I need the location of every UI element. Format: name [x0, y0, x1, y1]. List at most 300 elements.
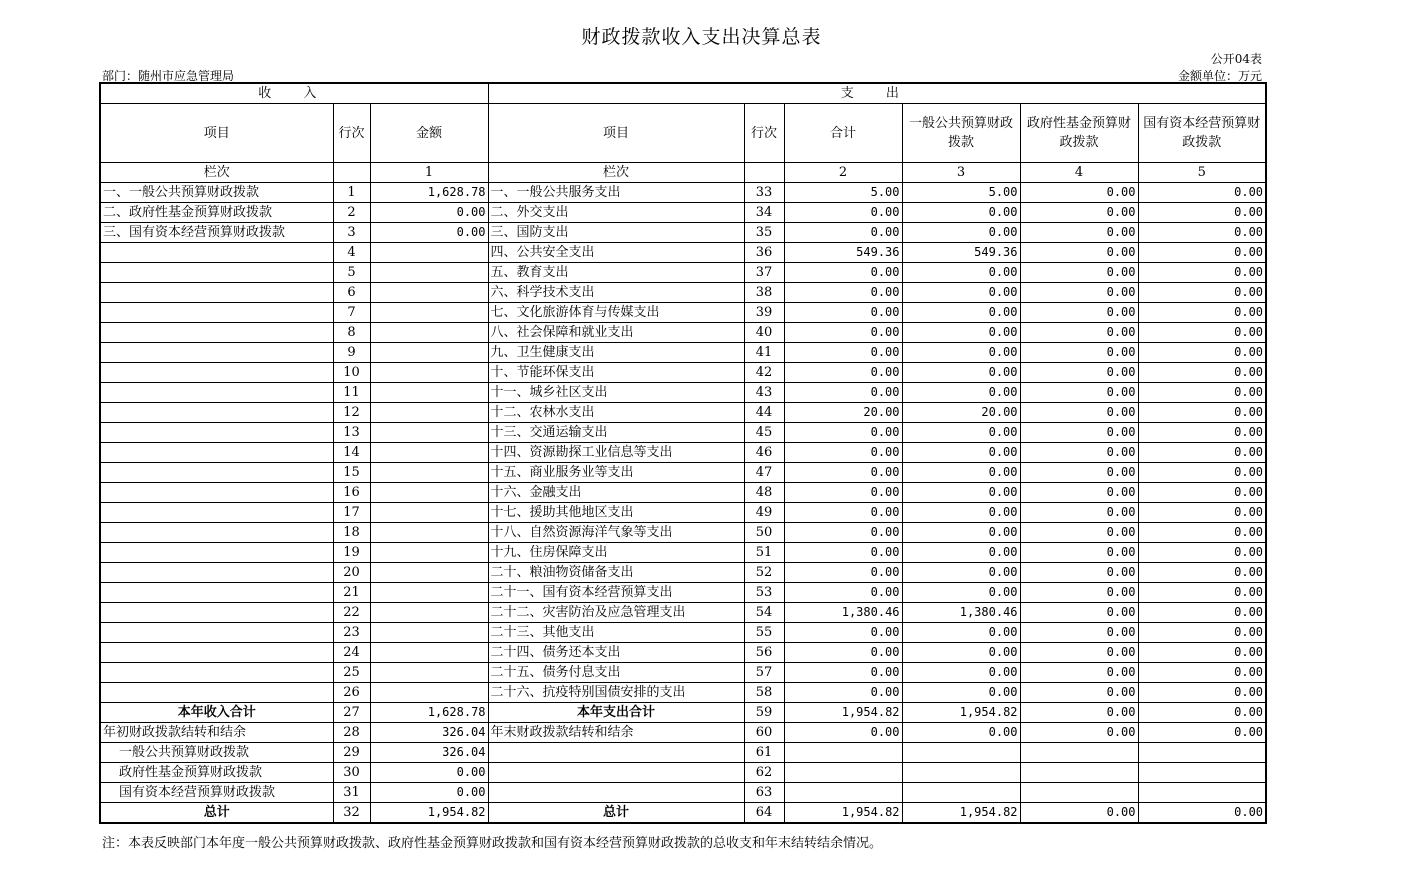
expense-state-cell: 0.00 — [1138, 283, 1266, 303]
table-row — [100, 503, 1266, 523]
expense-fund-cell: 0.00 — [1020, 623, 1138, 643]
table-row — [100, 543, 1266, 563]
expense-total-cell: 0.00 — [784, 643, 902, 663]
expense-general-cell: 0.00 — [902, 363, 1020, 383]
header-amount: 金额 — [370, 104, 488, 163]
expense-general-cell: 0.00 — [902, 223, 1020, 243]
income-amount-cell — [370, 383, 488, 403]
unit-label: 金额单位：万元 — [1177, 69, 1262, 83]
section-income: 收 入 — [100, 83, 488, 104]
expense-total-cell — [784, 763, 902, 783]
expense-fund-cell: 0.00 — [1020, 563, 1138, 583]
expense-fund-cell: 0.00 — [1020, 403, 1138, 423]
expense-state-cell: 0.00 — [1138, 603, 1266, 623]
expense-general-cell: 0.00 — [902, 303, 1020, 323]
table-row — [100, 303, 1266, 323]
footnote: 注：本表反映部门本年度一般公共预算财政拨款、政府性基金预算财政拨款和国有资本经营预算财政拨款的总收支和年末结转结余情况。 — [102, 836, 883, 851]
expense-general-cell: 549.36 — [902, 243, 1020, 263]
expense-fund-cell: 0.00 — [1020, 223, 1138, 243]
table-row — [100, 243, 1266, 263]
expense-general-cell: 0.00 — [902, 663, 1020, 683]
income-item-cell — [100, 323, 333, 343]
expense-general-cell: 1,380.46 — [902, 603, 1020, 623]
expense-state-cell: 0.00 — [1138, 583, 1266, 603]
expense-row-no-cell: 36 — [744, 243, 784, 263]
income-item-cell — [100, 503, 333, 523]
income-item-cell — [100, 603, 333, 623]
header-general: 一般公共预算财政拨款 — [902, 104, 1020, 163]
expense-fund-cell: 0.00 — [1020, 683, 1138, 703]
income-amount-cell: 1,954.82 — [370, 803, 488, 824]
expense-state-cell — [1138, 743, 1266, 763]
expense-general-cell: 0.00 — [902, 503, 1020, 523]
expense-item-cell: 五、教育支出 — [488, 263, 744, 283]
expense-total-cell: 0.00 — [784, 303, 902, 323]
income-item-cell: 国有资本经营预算财政拨款 — [100, 783, 333, 803]
expense-row-no-cell: 48 — [744, 483, 784, 503]
expense-fund-cell: 0.00 — [1020, 363, 1138, 383]
expense-state-cell: 0.00 — [1138, 303, 1266, 323]
expense-general-cell: 0.00 — [902, 483, 1020, 503]
lanci-row — [100, 163, 1266, 183]
expense-item-cell: 十、节能环保支出 — [488, 363, 744, 383]
expense-fund-cell: 0.00 — [1020, 643, 1138, 663]
expense-fund-cell: 0.00 — [1020, 323, 1138, 343]
income-row-no-cell: 13 — [333, 423, 370, 443]
expense-total-cell: 0.00 — [784, 223, 902, 243]
expense-total-cell: 0.00 — [784, 203, 902, 223]
department-label: 部门：随州市应急管理局 — [102, 69, 235, 83]
expense-general-cell: 0.00 — [902, 423, 1020, 443]
table-row — [100, 643, 1266, 663]
expense-item-cell: 十三、交通运输支出 — [488, 423, 744, 443]
expense-item-cell: 十一、城乡社区支出 — [488, 383, 744, 403]
expense-general-cell: 0.00 — [902, 283, 1020, 303]
income-row-no-cell: 15 — [333, 463, 370, 483]
income-amount-cell — [370, 263, 488, 283]
expense-fund-cell: 0.00 — [1020, 583, 1138, 603]
income-amount-cell: 1,628.78 — [370, 703, 488, 723]
expense-item-cell: 七、文化旅游体育与传媒支出 — [488, 303, 744, 323]
income-item-cell: 政府性基金预算财政拨款 — [100, 763, 333, 783]
income-amount-cell — [370, 283, 488, 303]
income-row-no-cell: 14 — [333, 443, 370, 463]
expense-item-cell: 十六、金融支出 — [488, 483, 744, 503]
expense-item-cell: 六、科学技术支出 — [488, 283, 744, 303]
expense-fund-cell: 0.00 — [1020, 343, 1138, 363]
expense-general-cell: 0.00 — [902, 643, 1020, 663]
expense-state-cell: 0.00 — [1138, 263, 1266, 283]
expense-row-no-cell: 64 — [744, 803, 784, 824]
expense-row-no-cell: 41 — [744, 343, 784, 363]
income-item-cell — [100, 463, 333, 483]
expense-fund-cell: 0.00 — [1020, 483, 1138, 503]
expense-row-no-cell: 62 — [744, 763, 784, 783]
table-row — [100, 323, 1266, 343]
expense-item-cell: 八、社会保障和就业支出 — [488, 323, 744, 343]
lanci-c1: 1 — [370, 163, 488, 183]
expense-state-cell: 0.00 — [1138, 483, 1266, 503]
expense-item-cell: 十九、住房保障支出 — [488, 543, 744, 563]
table-row — [100, 263, 1266, 283]
table-row — [100, 563, 1266, 583]
income-amount-cell: 0.00 — [370, 763, 488, 783]
income-row-no-cell: 20 — [333, 563, 370, 583]
expense-general-cell — [902, 743, 1020, 763]
expense-state-cell: 0.00 — [1138, 803, 1266, 824]
lanci-c5: 5 — [1138, 163, 1266, 183]
table-row — [100, 623, 1266, 643]
income-item-cell: 一、一般公共预算财政拨款 — [100, 183, 333, 203]
expense-row-no-cell: 42 — [744, 363, 784, 383]
income-amount-cell — [370, 623, 488, 643]
expense-total-cell: 5.00 — [784, 183, 902, 203]
table-row — [100, 603, 1266, 623]
expense-state-cell: 0.00 — [1138, 723, 1266, 743]
income-amount-cell — [370, 663, 488, 683]
expense-total-cell — [784, 743, 902, 763]
table-row — [100, 383, 1266, 403]
expense-item-cell: 十四、资源勘探工业信息等支出 — [488, 443, 744, 463]
income-amount-cell: 1,628.78 — [370, 183, 488, 203]
lanci-empty-2 — [744, 163, 784, 183]
table-row — [100, 783, 1266, 803]
income-amount-cell — [370, 483, 488, 503]
expense-fund-cell: 0.00 — [1020, 283, 1138, 303]
header-total: 合计 — [784, 104, 902, 163]
expense-row-no-cell: 40 — [744, 323, 784, 343]
expense-fund-cell — [1020, 743, 1138, 763]
income-row-no-cell: 19 — [333, 543, 370, 563]
header-fund: 政府性基金预算财政拨款 — [1020, 104, 1138, 163]
lanci-label: 栏次 — [100, 163, 333, 183]
expense-general-cell: 0.00 — [902, 683, 1020, 703]
income-row-no-cell: 22 — [333, 603, 370, 623]
lanci-c2: 2 — [784, 163, 902, 183]
income-row-no-cell: 26 — [333, 683, 370, 703]
income-row-no-cell: 5 — [333, 263, 370, 283]
expense-row-no-cell: 46 — [744, 443, 784, 463]
expense-fund-cell: 0.00 — [1020, 463, 1138, 483]
expense-total-cell: 0.00 — [784, 543, 902, 563]
expense-general-cell: 0.00 — [902, 263, 1020, 283]
expense-total-cell: 0.00 — [784, 683, 902, 703]
expense-total-cell: 0.00 — [784, 723, 902, 743]
income-item-cell: 总计 — [100, 803, 333, 824]
income-item-cell — [100, 483, 333, 503]
expense-item-cell: 一、一般公共服务支出 — [488, 183, 744, 203]
income-item-cell: 一般公共预算财政拨款 — [100, 743, 333, 763]
expense-general-cell: 0.00 — [902, 543, 1020, 563]
header-item-2: 项目 — [488, 104, 744, 163]
expense-row-no-cell: 44 — [744, 403, 784, 423]
expense-state-cell: 0.00 — [1138, 523, 1266, 543]
expense-total-cell: 0.00 — [784, 343, 902, 363]
income-item-cell — [100, 263, 333, 283]
expense-item-cell: 本年支出合计 — [488, 703, 744, 723]
expense-state-cell — [1138, 783, 1266, 803]
income-amount-cell — [370, 303, 488, 323]
form-code: 公开04表 — [1210, 52, 1262, 66]
income-item-cell: 年初财政拨款结转和结余 — [100, 723, 333, 743]
expense-general-cell: 0.00 — [902, 323, 1020, 343]
expense-total-cell: 20.00 — [784, 403, 902, 423]
expense-item-cell: 总计 — [488, 803, 744, 824]
expense-fund-cell — [1020, 783, 1138, 803]
expense-state-cell: 0.00 — [1138, 363, 1266, 383]
income-row-no-cell: 3 — [333, 223, 370, 243]
income-amount-cell — [370, 343, 488, 363]
income-item-cell — [100, 423, 333, 443]
expense-state-cell: 0.00 — [1138, 543, 1266, 563]
table-row — [100, 483, 1266, 503]
expense-row-no-cell: 38 — [744, 283, 784, 303]
header-state: 国有资本经营预算财政拨款 — [1138, 104, 1266, 163]
expense-general-cell: 0.00 — [902, 563, 1020, 583]
expense-total-cell: 0.00 — [784, 383, 902, 403]
expense-general-cell: 0.00 — [902, 443, 1020, 463]
table-row — [100, 583, 1266, 603]
expense-general-cell: 0.00 — [902, 623, 1020, 643]
expense-item-cell: 二十、粮油物资储备支出 — [488, 563, 744, 583]
income-item-cell — [100, 563, 333, 583]
income-row-no-cell: 12 — [333, 403, 370, 423]
expense-item-cell: 十五、商业服务业等支出 — [488, 463, 744, 483]
table-row — [100, 343, 1266, 363]
table-row — [100, 203, 1266, 223]
income-item-cell: 二、政府性基金预算财政拨款 — [100, 203, 333, 223]
expense-fund-cell: 0.00 — [1020, 243, 1138, 263]
income-item-cell — [100, 443, 333, 463]
income-item-cell — [100, 683, 333, 703]
expense-total-cell: 1,380.46 — [784, 603, 902, 623]
expense-item-cell: 二十六、抗疫特别国债安排的支出 — [488, 683, 744, 703]
expense-general-cell — [902, 783, 1020, 803]
expense-general-cell: 20.00 — [902, 403, 1020, 423]
expense-general-cell: 1,954.82 — [902, 803, 1020, 824]
expense-row-no-cell: 45 — [744, 423, 784, 443]
income-amount-cell — [370, 683, 488, 703]
table-row — [100, 803, 1266, 824]
table-row — [100, 523, 1266, 543]
expense-total-cell: 0.00 — [784, 583, 902, 603]
table-row — [100, 743, 1266, 763]
income-item-cell — [100, 583, 333, 603]
income-amount-cell — [370, 523, 488, 543]
table-row — [100, 403, 1266, 423]
income-row-no-cell: 18 — [333, 523, 370, 543]
income-item-cell — [100, 283, 333, 303]
income-item-cell: 三、国有资本经营预算财政拨款 — [100, 223, 333, 243]
income-item-cell — [100, 243, 333, 263]
expense-row-no-cell: 56 — [744, 643, 784, 663]
expense-fund-cell: 0.00 — [1020, 303, 1138, 323]
expense-state-cell: 0.00 — [1138, 643, 1266, 663]
expense-row-no-cell: 50 — [744, 523, 784, 543]
expense-item-cell: 十八、自然资源海洋气象等支出 — [488, 523, 744, 543]
income-item-cell — [100, 523, 333, 543]
income-row-no-cell: 16 — [333, 483, 370, 503]
header-row-no-2: 行次 — [744, 104, 784, 163]
expense-general-cell — [902, 763, 1020, 783]
expense-general-cell: 0.00 — [902, 463, 1020, 483]
income-row-no-cell: 2 — [333, 203, 370, 223]
income-item-cell — [100, 623, 333, 643]
income-row-no-cell: 32 — [333, 803, 370, 824]
income-amount-cell — [370, 443, 488, 463]
expense-general-cell: 0.00 — [902, 583, 1020, 603]
expense-state-cell: 0.00 — [1138, 463, 1266, 483]
expense-row-no-cell: 47 — [744, 463, 784, 483]
expense-total-cell: 0.00 — [784, 363, 902, 383]
expense-row-no-cell: 57 — [744, 663, 784, 683]
expense-row-no-cell: 49 — [744, 503, 784, 523]
expense-row-no-cell: 58 — [744, 683, 784, 703]
table-row — [100, 463, 1266, 483]
income-item-cell — [100, 663, 333, 683]
expense-item-cell: 二十一、国有资本经营预算支出 — [488, 583, 744, 603]
expense-row-no-cell: 37 — [744, 263, 784, 283]
expense-fund-cell: 0.00 — [1020, 423, 1138, 443]
lanci-c3: 3 — [902, 163, 1020, 183]
section-expense: 支 出 — [488, 83, 1266, 104]
income-row-no-cell: 4 — [333, 243, 370, 263]
table-row — [100, 283, 1266, 303]
expense-row-no-cell: 52 — [744, 563, 784, 583]
income-row-no-cell: 30 — [333, 763, 370, 783]
income-row-no-cell: 1 — [333, 183, 370, 203]
expense-total-cell: 0.00 — [784, 263, 902, 283]
expense-item-cell: 二十三、其他支出 — [488, 623, 744, 643]
expense-total-cell: 0.00 — [784, 443, 902, 463]
lanci-c4: 4 — [1020, 163, 1138, 183]
income-row-no-cell: 10 — [333, 363, 370, 383]
expense-state-cell: 0.00 — [1138, 443, 1266, 463]
income-row-no-cell: 27 — [333, 703, 370, 723]
table-row — [100, 223, 1266, 243]
income-amount-cell: 0.00 — [370, 203, 488, 223]
income-row-no-cell: 29 — [333, 743, 370, 763]
income-row-no-cell: 24 — [333, 643, 370, 663]
expense-state-cell: 0.00 — [1138, 183, 1266, 203]
income-item-cell: 本年收入合计 — [100, 703, 333, 723]
expense-row-no-cell: 35 — [744, 223, 784, 243]
expense-state-cell: 0.00 — [1138, 703, 1266, 723]
expense-total-cell: 0.00 — [784, 523, 902, 543]
expense-state-cell: 0.00 — [1138, 683, 1266, 703]
income-amount-cell — [370, 563, 488, 583]
income-item-cell — [100, 303, 333, 323]
income-item-cell — [100, 363, 333, 383]
income-row-no-cell: 11 — [333, 383, 370, 403]
table-row — [100, 443, 1266, 463]
expense-total-cell: 0.00 — [784, 463, 902, 483]
report-table — [99, 82, 1267, 824]
table-row — [100, 723, 1266, 743]
income-amount-cell: 0.00 — [370, 783, 488, 803]
lanci-empty — [333, 163, 370, 183]
expense-row-no-cell: 53 — [744, 583, 784, 603]
expense-item-cell — [488, 763, 744, 783]
income-item-cell — [100, 343, 333, 363]
expense-general-cell: 0.00 — [902, 343, 1020, 363]
table-row — [100, 183, 1266, 203]
expense-item-cell: 二、外交支出 — [488, 203, 744, 223]
table-row — [100, 423, 1266, 443]
income-row-no-cell: 28 — [333, 723, 370, 743]
expense-total-cell: 1,954.82 — [784, 803, 902, 824]
expense-state-cell: 0.00 — [1138, 563, 1266, 583]
expense-total-cell — [784, 783, 902, 803]
income-row-no-cell: 8 — [333, 323, 370, 343]
expense-item-cell: 年末财政拨款结转和结余 — [488, 723, 744, 743]
table-row — [100, 363, 1266, 383]
expense-fund-cell: 0.00 — [1020, 543, 1138, 563]
expense-general-cell: 1,954.82 — [902, 703, 1020, 723]
table-row — [100, 763, 1266, 783]
expense-row-no-cell: 60 — [744, 723, 784, 743]
expense-row-no-cell: 59 — [744, 703, 784, 723]
expense-general-cell: 0.00 — [902, 523, 1020, 543]
expense-state-cell — [1138, 763, 1266, 783]
expense-general-cell: 5.00 — [902, 183, 1020, 203]
expense-fund-cell: 0.00 — [1020, 203, 1138, 223]
expense-state-cell: 0.00 — [1138, 243, 1266, 263]
expense-item-cell — [488, 743, 744, 763]
expense-item-cell: 二十五、债务付息支出 — [488, 663, 744, 683]
expense-fund-cell: 0.00 — [1020, 603, 1138, 623]
table-row — [100, 683, 1266, 703]
expense-row-no-cell: 61 — [744, 743, 784, 763]
income-amount-cell — [370, 323, 488, 343]
expense-fund-cell: 0.00 — [1020, 443, 1138, 463]
income-row-no-cell: 23 — [333, 623, 370, 643]
expense-state-cell: 0.00 — [1138, 423, 1266, 443]
expense-state-cell: 0.00 — [1138, 663, 1266, 683]
expense-total-cell: 0.00 — [784, 283, 902, 303]
expense-row-no-cell: 51 — [744, 543, 784, 563]
income-row-no-cell: 31 — [333, 783, 370, 803]
income-amount-cell — [370, 643, 488, 663]
section-header-row — [100, 83, 1266, 104]
page-title: 财政拨款收入支出决算总表 — [581, 26, 822, 48]
income-item-cell — [100, 543, 333, 563]
expense-general-cell: 0.00 — [902, 383, 1020, 403]
income-item-cell — [100, 383, 333, 403]
expense-fund-cell: 0.00 — [1020, 383, 1138, 403]
expense-general-cell: 0.00 — [902, 723, 1020, 743]
expense-row-no-cell: 63 — [744, 783, 784, 803]
income-item-cell — [100, 643, 333, 663]
expense-total-cell: 549.36 — [784, 243, 902, 263]
expense-total-cell: 1,954.82 — [784, 703, 902, 723]
expense-row-no-cell: 33 — [744, 183, 784, 203]
income-amount-cell — [370, 603, 488, 623]
expense-total-cell: 0.00 — [784, 563, 902, 583]
expense-state-cell: 0.00 — [1138, 383, 1266, 403]
income-amount-cell — [370, 583, 488, 603]
expense-fund-cell: 0.00 — [1020, 183, 1138, 203]
table-row — [100, 663, 1266, 683]
expense-fund-cell: 0.00 — [1020, 663, 1138, 683]
expense-row-no-cell: 43 — [744, 383, 784, 403]
expense-state-cell: 0.00 — [1138, 203, 1266, 223]
column-header-row — [100, 104, 1266, 163]
expense-state-cell: 0.00 — [1138, 503, 1266, 523]
expense-fund-cell: 0.00 — [1020, 523, 1138, 543]
header-row-no: 行次 — [333, 104, 370, 163]
income-amount-cell: 326.04 — [370, 743, 488, 763]
